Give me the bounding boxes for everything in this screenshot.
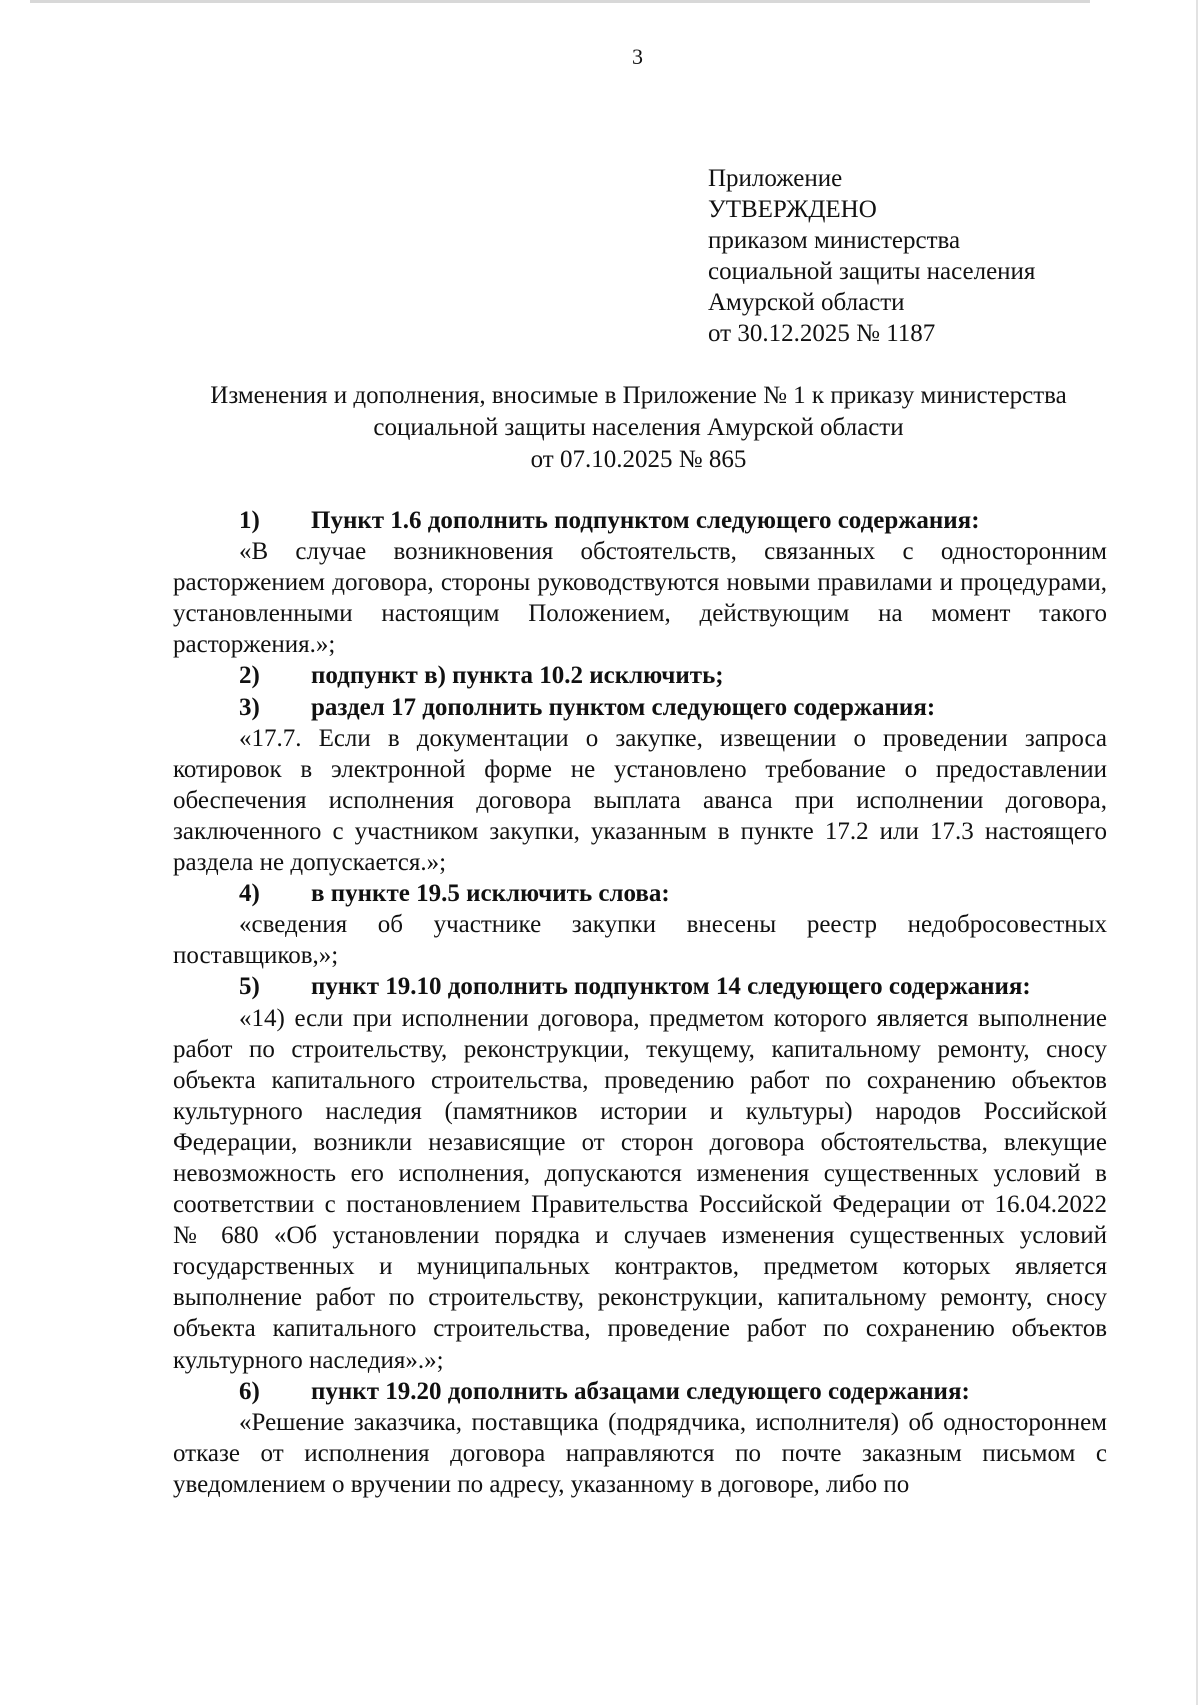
item-heading-text: пункт 19.10 дополнить подпунктом 14 следующего содержания: (311, 973, 1031, 1001)
document-body (173, 505, 1107, 1500)
item-paragraph: «Решение заказчика, поставщика (подрядчика, исполнителя) об одностороннем отказе от исполнения договора направляются по почте заказным письмом с уведомлением о вручении по адресу, указанному в договоре, либо по (173, 1408, 1107, 1498)
title-line: Изменения и дополнения, вносимые в Приложение № 1 к приказу министерства (210, 382, 1067, 409)
scan-edge-top (30, 0, 1090, 3)
item-paragraph: «В случае возникновения обстоятельств, связанных с односторонним расторжением договора, стороны руководствуются новыми правилами и процедурами, установленными настоящим Положением, действующим на момент такого расторжения.»; (173, 538, 1107, 659)
item-number: 3) (239, 693, 260, 721)
approval-line: УТВЕРЖДЕНО (708, 196, 877, 223)
item-heading (173, 878, 1107, 909)
item-heading (173, 1376, 1107, 1407)
item-number: 2) (239, 662, 260, 690)
title-line: социальной защиты населения Амурской области (373, 414, 904, 441)
item-heading-text: Пункт 1.6 дополнить подпунктом следующего содержания: (311, 507, 980, 534)
item-heading (173, 660, 1107, 691)
approval-line: Амурской области (708, 289, 905, 316)
item-heading-text: подпункт в) пункта 10.2 исключить; (311, 662, 724, 690)
item-paragraph: «17.7. Если в документации о закупке, извещении о проведении запроса котировок в электронной форме не установлено требование о предоставлении обеспечения исполнения договора выплата аванса при исполнении договора, заключенного с участником закупки, указанным в пункте 17.2 или 17.3 настоящего раздела не допускается.»; (173, 724, 1107, 877)
item-number: 1) (239, 507, 260, 534)
item-paragraph: «14) если при исполнении договора, предметом которого является выполнение работ по строительству, реконструкции, текущему, капитальному ремонту, сносу объекта капитального строительства, проведению работ по сохранению объектов культурного наследия (памятников истории и культуры) народов Российской Федерации, возникли независящие от сторон договора обстоятельства, влекущие невозможность его исполнения, допускаются изменения существенных условий в соответствии с постановлением Правительства Российской Федерации от 16.04.2022 № 680 «Об установлении порядка и случаев изменения существенных условий государственных и муниципальных контрактов, предметом которых является выполнение работ по строительству, реконструкции, капитальному ремонту, сносу объекта капитального строительства, проведение работ по сохранению объектов культурного наследия».»; (173, 1004, 1107, 1374)
document-title (170, 380, 1107, 476)
item-number: 6) (239, 1377, 260, 1405)
item-heading-text: в пункте 19.5 исключить слова: (311, 880, 670, 908)
approval-line: социальной защиты населения (708, 258, 1036, 285)
item-heading-text: раздел 17 дополнить пунктом следующего содержания: (311, 693, 936, 721)
page-number: 3 (632, 44, 643, 69)
approval-line: от 30.12.2025 № 1187 (708, 320, 936, 347)
item-heading-text: пункт 19.20 дополнить абзацами следующего содержания: (311, 1377, 970, 1405)
item-number: 4) (239, 880, 260, 908)
item-heading (173, 971, 1107, 1002)
item-heading (173, 692, 1107, 723)
approval-line: Приложение (708, 165, 843, 192)
item-paragraph: «сведения об участнике закупки внесены реестр недобросовестных поставщиков,»; (173, 911, 1107, 970)
approval-line: приказом министерства (708, 227, 961, 254)
approval-block (708, 163, 1035, 349)
item-number: 5) (239, 973, 260, 1001)
scan-edge-right (1196, 0, 1198, 1705)
title-line: от 07.10.2025 № 865 (530, 446, 747, 473)
item-heading (173, 505, 1107, 536)
